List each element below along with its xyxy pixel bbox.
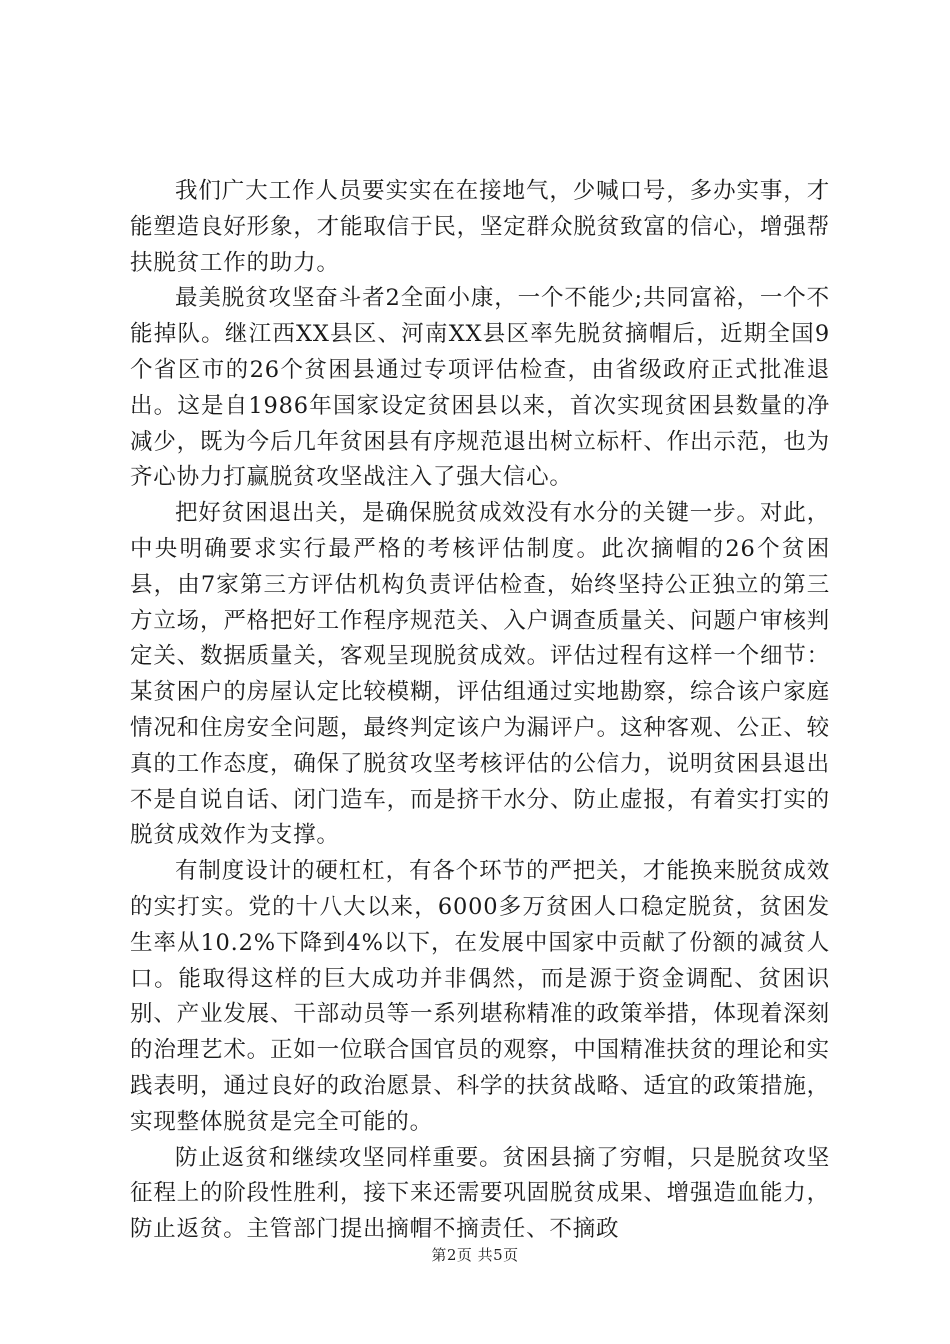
paragraph: 最美脱贫攻坚奋斗者2全面小康，一个不能少;共同富裕，一个不能掉队。继江西XX县区、河南XX县区率先脱贫摘帽后，近期全国9个省区市的26个贫困县通过专项评估检查，由省级政府正式批准退出。这是自1986年国家设定贫困县以来，首次实现贫困县数量的净减少，既为今后几年贫困县有序规范退出树立标杆、作出示范，也为齐心协力打赢脱贫攻坚战注入了强大信心。 bbox=[130, 285, 830, 491]
paragraph: 把好贫困退出关，是确保脱贫成效没有水分的关键一步。对此，中央明确要求实行最严格的考核评估制度。此次摘帽的26个贫困县，由7家第三方评估机构负责评估检查，始终坚持公正独立的第三方立场，严格把好工作程序规范关、入户调查质量关、问题户审核判定关、数据质量关，客观呈现脱贫成效。评估过程有这样一个细节：某贫困户的房屋认定比较模糊，评估组通过实地勘察，综合该户家庭情况和住房安全问题，最终判定该户为漏评户。这种客观、公正、较真的工作态度，确保了脱贫攻坚考核评估的公信力，说明贫困县退出不是自说自话、闭门造车，而是挤干水分、防止虚报，有着实打实的脱贫成效作为支撑。 bbox=[130, 500, 830, 849]
document-body bbox=[130, 174, 830, 1248]
paragraph: 防止返贫和继续攻坚同样重要。贫困县摘了穷帽，只是脱贫攻坚征程上的阶段性胜利，接下来还需要巩固脱贫成果、增强造血能力，防止返贫。主管部门提出摘帽不摘责任、不摘政 bbox=[130, 1144, 830, 1243]
paragraph: 有制度设计的硬杠杠，有各个环节的严把关，才能换来脱贫成效的实打实。党的十八大以来，6000多万贫困人口稳定脱贫，贫困发生率从10.2%下降到4%以下，在发展中国家中贡献了份额的减贫人口。能取得这样的巨大成功并非偶然，而是源于资金调配、贫困识别、产业发展、干部动员等一系列堪称精准的政策举措，体现着深刻的治理艺术。正如一位联合国官员的观察，中国精准扶贫的理论和实践表明，通过良好的政治愿景、科学的扶贫战略、适宜的政策措施，实现整体脱贫是完全可能的。 bbox=[130, 858, 830, 1135]
paragraph: 我们广大工作人员要实实在在接地气，少喊口号，多办实事，才能塑造良好形象，才能取信于民，坚定群众脱贫致富的信心，增强帮扶脱贫工作的助力。 bbox=[130, 178, 830, 276]
page-number: 第2页 共5页 bbox=[431, 1246, 519, 1264]
